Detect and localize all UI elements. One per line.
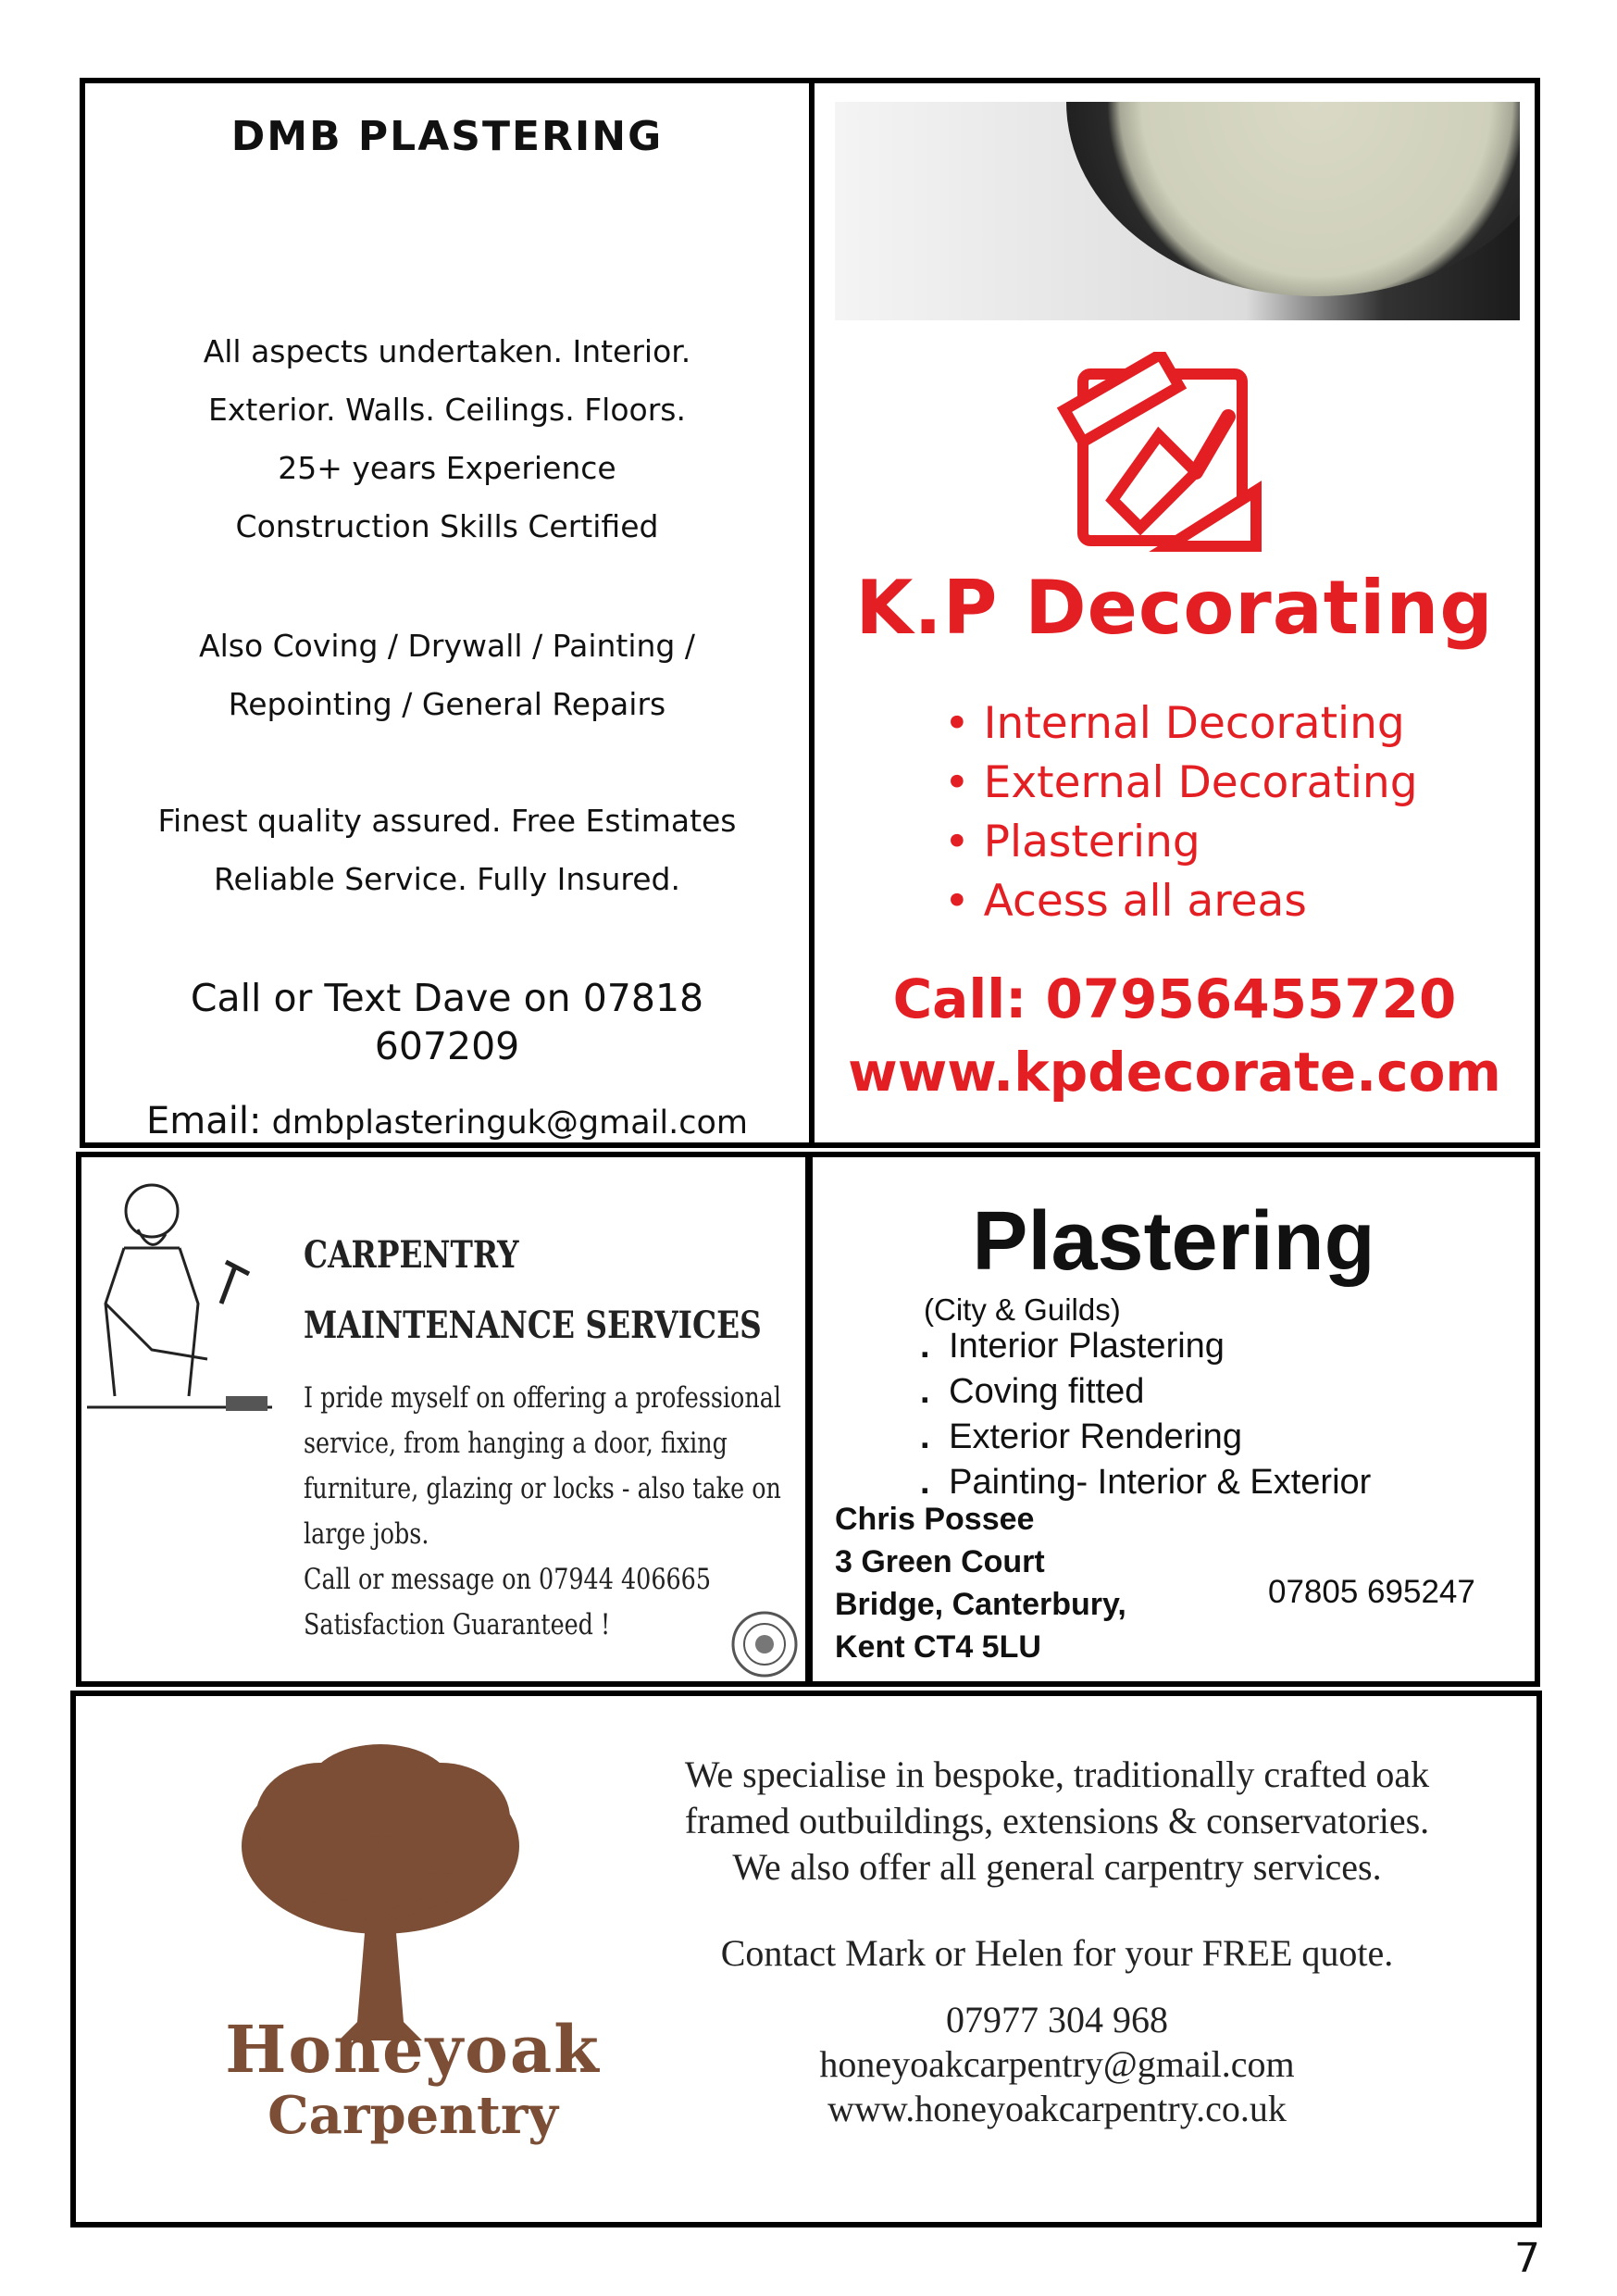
honeyoak-line: framed outbuildings, extensions & conservatories. — [684, 1800, 1430, 1841]
plastering-ad — [807, 1152, 1540, 1687]
page-number: 7 — [1514, 2235, 1540, 2282]
kp-service-item: • Plastering — [944, 813, 1418, 872]
plastering-title: Plastering — [972, 1195, 1375, 1288]
dmb-email-label: Email: — [145, 1100, 262, 1142]
kp-name: K.P Decorating — [855, 565, 1494, 651]
dmb-line: Finest quality assured. Free Estimates — [157, 803, 737, 839]
carpentry-line: Satisfaction Guaranteed ! — [304, 1608, 611, 1641]
address-line: Kent CT4 5LU — [835, 1629, 1041, 1665]
honeyoak-brand: Honeyoak — [225, 2011, 601, 2088]
honeyoak-line: We also offer all general carpentry services. — [732, 1846, 1382, 1888]
honeyoak-subbrand: Carpentry — [267, 2085, 558, 2146]
kp-service-item: • External Decorating — [944, 754, 1418, 813]
address-line: Chris Possee — [835, 1502, 1035, 1537]
carpenter-illustration — [87, 1165, 272, 1442]
address-line: 3 Green Court — [835, 1544, 1045, 1579]
dmb-line: 25+ years Experience — [278, 450, 616, 486]
dmb-plastering-ad — [80, 78, 815, 1148]
plastering-address — [835, 1498, 1126, 1668]
plastering-service-item: . Coving fitted — [920, 1369, 1371, 1415]
carpentry-heading: CARPENTRY — [304, 1233, 519, 1277]
honeyoak-description — [594, 1752, 1520, 1890]
honeyoak-ad — [70, 1691, 1542, 2227]
paint-tin-lid — [1066, 102, 1520, 296]
paint-brush-icon — [1057, 352, 1270, 565]
plastering-service-item: . Painting- Interior & Exterior — [920, 1460, 1371, 1505]
dmb-email[interactable]: dmbplasteringuk@gmail.com — [271, 1104, 749, 1142]
dmb-extra-block — [85, 617, 809, 733]
address-line: Bridge, Canterbury, — [835, 1587, 1126, 1622]
carpentry-subheading: MAINTENANCE SERVICES — [304, 1304, 762, 1347]
kp-call: Call: 07956455720 — [892, 967, 1457, 1030]
dmb-services-block — [85, 322, 809, 555]
carpentry-line: service, from hanging a door, fixing — [304, 1427, 728, 1460]
carpentry-line: Call or message on 07944 406665 — [304, 1563, 712, 1596]
kp-decorating-ad — [809, 78, 1540, 1148]
plastering-service-item: . Exterior Rendering — [920, 1415, 1371, 1460]
plastering-service-item: . Interior Plastering — [920, 1324, 1371, 1369]
honeyoak-email[interactable]: honeyoakcarpentry@gmail.com — [819, 2043, 1295, 2085]
dmb-line: Also Coving / Drywall / Painting / — [199, 628, 695, 664]
carpentry-description — [304, 1376, 785, 1648]
honeyoak-contact: Contact Mark or Helen for your FREE quote. — [720, 1932, 1394, 1974]
dmb-call: Call or Text Dave on 07818 607209 — [190, 976, 704, 1068]
oak-tree-icon — [237, 1744, 524, 2050]
carpentry-line: large jobs. — [304, 1517, 429, 1551]
plastering-services — [920, 1324, 1371, 1505]
kp-website[interactable]: www.kpdecorate.com — [848, 1041, 1501, 1104]
carpentry-line: furniture, glazing or locks - also take on — [304, 1472, 781, 1505]
dmb-title: DMB PLASTERING — [230, 113, 664, 160]
dmb-line: Construction Skills Certified — [235, 508, 659, 544]
honeyoak-details — [594, 1998, 1520, 2131]
dmb-email-row — [85, 1100, 809, 1142]
guild-seal-icon — [729, 1609, 800, 1679]
dmb-line: Repointing / General Repairs — [228, 686, 666, 722]
honeyoak-phone: 07977 304 968 — [946, 1999, 1168, 2040]
dmb-line: Reliable Service. Fully Insured. — [214, 861, 680, 897]
kp-services — [944, 694, 1418, 931]
kp-service-item: • Internal Decorating — [944, 694, 1418, 754]
plastering-subtitle: (City & Guilds) — [924, 1292, 1121, 1327]
paint-tin-photo — [835, 102, 1520, 320]
kp-service-item: • Acess all areas — [944, 872, 1418, 931]
dmb-line: All aspects undertaken. Interior. — [203, 333, 691, 369]
dmb-line: Exterior. Walls. Ceilings. Floors. — [208, 392, 686, 428]
dmb-quality-block — [85, 792, 809, 908]
carpentry-ad — [76, 1152, 811, 1687]
carpentry-line: I pride myself on offering a professional — [304, 1381, 782, 1415]
honeyoak-line: We specialise in bespoke, traditionally crafted oak — [684, 1753, 1430, 1795]
plastering-phone: 07805 695247 — [1268, 1574, 1475, 1610]
honeyoak-website[interactable]: www.honeyoakcarpentry.co.uk — [827, 2088, 1287, 2129]
